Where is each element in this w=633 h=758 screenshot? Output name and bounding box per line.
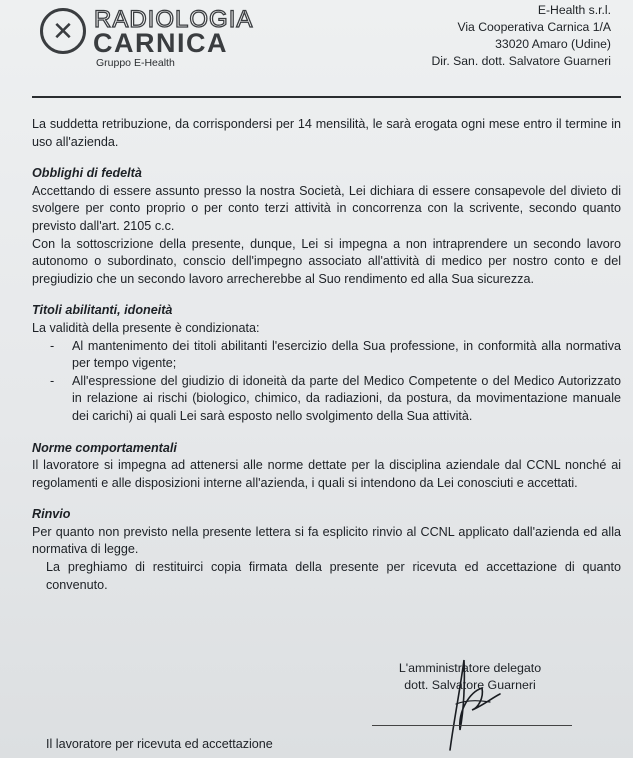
section-paragraph: Per quanto non previsto nella presente lettera si fa esplicito rinvio al CCNL applicato dall'azienda ed alla normativa di legge.: [32, 524, 621, 557]
signatory-role: L'amministratore delegato: [398, 661, 542, 675]
list-item: - All'espressione del giudizio di idoneità da parte del Medico Competente o del Medico Autorizzato in relazione ai rischi (biologico, chimico, da radiazioni, da postura, da movimentazione manuale dei carichi) ai quali Lei sarà esposto nello svolgimento della Sua attività.: [72, 373, 621, 426]
closing-paragraph: La preghiamo di restituirci copia firmata della presente per ricevuta ed accettazione di quanto convenuto.: [46, 560, 621, 592]
x-cross-icon: ✕: [40, 8, 86, 54]
section-heading: Titoli abilitanti, idoneità: [32, 303, 173, 318]
section-heading: Rinvio: [32, 507, 71, 522]
company-address-block: [431, 2, 611, 70]
section-heading: Obblighi di fedeltà: [32, 166, 142, 181]
worker-acceptance-label: Il lavoratore per ricevuta ed accettazione: [46, 737, 273, 751]
logo-title-line1: RADIOLOGIA: [94, 6, 254, 33]
company-street: Via Cooperativa Carnica 1/A: [457, 20, 611, 34]
section-paragraph: Il lavoratore si impegna ad attenersi alle norme dettate per la disciplina aziendale dal CCNL nonché ai regolamenti e alle disposizioni interne all'azienda, i quali si intendono da Lei conosciuti e accettati.: [32, 458, 621, 490]
logo-subtitle: Gruppo E-Health: [96, 57, 175, 69]
section-paragraph: Accettando di essere assunto presso la nostra Società, Lei dichiara di essere consapevole del divieto di svolgere per conto proprio o per conto terzi attività in concorrenza con la scrivente, secondo quanto previsto dall'art. 2105 c.c.: [32, 183, 621, 233]
condition-list: [32, 338, 621, 426]
company-logo: [40, 4, 254, 70]
company-name: E-Health s.r.l.: [537, 3, 611, 17]
section-rinvio: [32, 506, 621, 559]
logo-title-line2: CARNICA: [93, 28, 228, 58]
handwritten-signature: [420, 650, 540, 758]
intro-paragraph: La suddetta retribuzione, da corrispondersi per 14 mensilità, le sarà erogata ogni mese entro il termine in uso all'azienda.: [32, 117, 621, 149]
section-norme: [32, 440, 621, 493]
section-obblighi: [32, 165, 621, 288]
section-lead: La validità della presente è condizionata:: [32, 320, 260, 335]
header-divider: [32, 96, 621, 98]
signatory-name: dott. Salvatore Guarneri: [404, 678, 536, 692]
section-heading: Norme comportamentali: [32, 440, 177, 455]
letter-body: [32, 116, 621, 594]
list-item: - Al mantenimento dei titoli abilitanti l'esercizio della Sua professione, in conformità alla normativa per tempo vigente;: [72, 338, 621, 373]
section-paragraph: Con la sottoscrizione della presente, dunque, Lei si impegna a non intraprendere un secondo lavoro autonomo o subordinato, conscio dell'impegno associato all'attività di medico per nostro conto e del pregiudizio che un secondo lavoro arrecherebbe al Suo rendimento ed alla Sua sicurezza.: [32, 236, 621, 286]
company-director: Dir. San. dott. Salvatore Guarneri: [431, 54, 611, 68]
signature-line: [372, 725, 572, 726]
company-city: 33020 Amaro (Udine): [495, 37, 611, 51]
section-titoli: [32, 302, 621, 425]
